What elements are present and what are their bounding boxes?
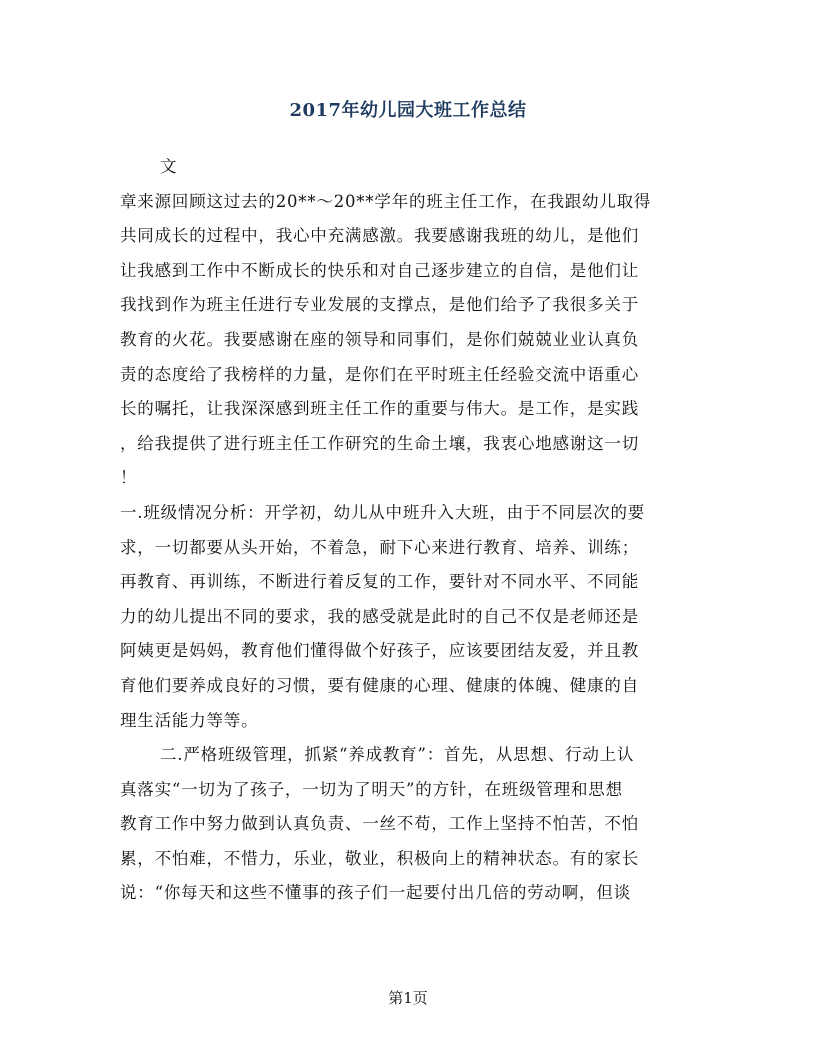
- page-number: 第1页: [388, 989, 428, 1007]
- body-line: 文: [160, 157, 178, 176]
- body-line: 真落实“一切为了孩子，一切为了明天”的方针，在班级管理和思想: [120, 779, 623, 799]
- body-line: 说：“你每天和这些不懂事的孩子们一起要付出几倍的劳动啊，但谈: [120, 883, 631, 903]
- body-line: 章来源回顾这过去的20**～20**学年的班主任工作，在我跟幼儿取得: [120, 191, 652, 211]
- body-line: 阿姨更是妈妈，教育他们懂得做个好孩子，应该要团结友爱，并且教: [120, 641, 639, 661]
- document-title: 2017年幼儿园大班工作总结: [289, 100, 527, 121]
- body-line: 责的态度给了我榜样的力量，是你们在平时班主任经验交流中语重心: [120, 364, 639, 384]
- body-line: ，给我提供了进行班主任工作研究的生命土壤，我衷心地感谢这一切: [120, 433, 639, 453]
- body-line: 让我感到工作中不断成长的快乐和对自己逐步建立的自信，是他们让: [120, 260, 639, 280]
- body-line: 理生活能力等等。: [120, 710, 259, 730]
- body-line: 共同成长的过程中，我心中充满感激。我要感谢我班的幼儿，是他们: [120, 226, 639, 246]
- body-line: 力的幼儿提出不同的要求，我的感受就是此时的自己不仅是老师还是: [120, 606, 639, 626]
- body-line: 再教育、再训练，不断进行着反复的工作，要针对不同水平、不同能: [120, 572, 639, 592]
- body-line: 育他们要养成良好的习惯，要有健康的心理、健康的体魄、健康的自: [120, 675, 639, 695]
- body-line: 长的嘱托，让我深深感到班主任工作的重要与伟大。是工作，是实践: [120, 399, 639, 419]
- body-line: 一.班级情况分析：开学初，幼儿从中班升入大班，由于不同层次的要: [120, 502, 646, 522]
- body-line: 求，一切都要从头开始，不着急，耐下心来进行教育、培养、训练；: [120, 537, 639, 557]
- body-line: 教育的火花。我要感谢在座的领导和同事们，是你们兢兢业业认真负: [120, 329, 639, 349]
- body-line: 累，不怕难，不惜力，乐业，敬业，积极向上的精神状态。有的家长: [120, 848, 639, 868]
- body-line: 二.严格班级管理，抓紧“养成教育”：首先，从思想、行动上认: [160, 745, 635, 765]
- document-body: [120, 150, 700, 911]
- body-line: 我找到作为班主任进行专业发展的支撑点，是他们给予了我很多关于: [120, 295, 639, 315]
- body-line: ！: [120, 468, 138, 488]
- body-line: 教育工作中努力做到认真负责、一丝不苟，工作上坚持不怕苦，不怕: [120, 814, 639, 834]
